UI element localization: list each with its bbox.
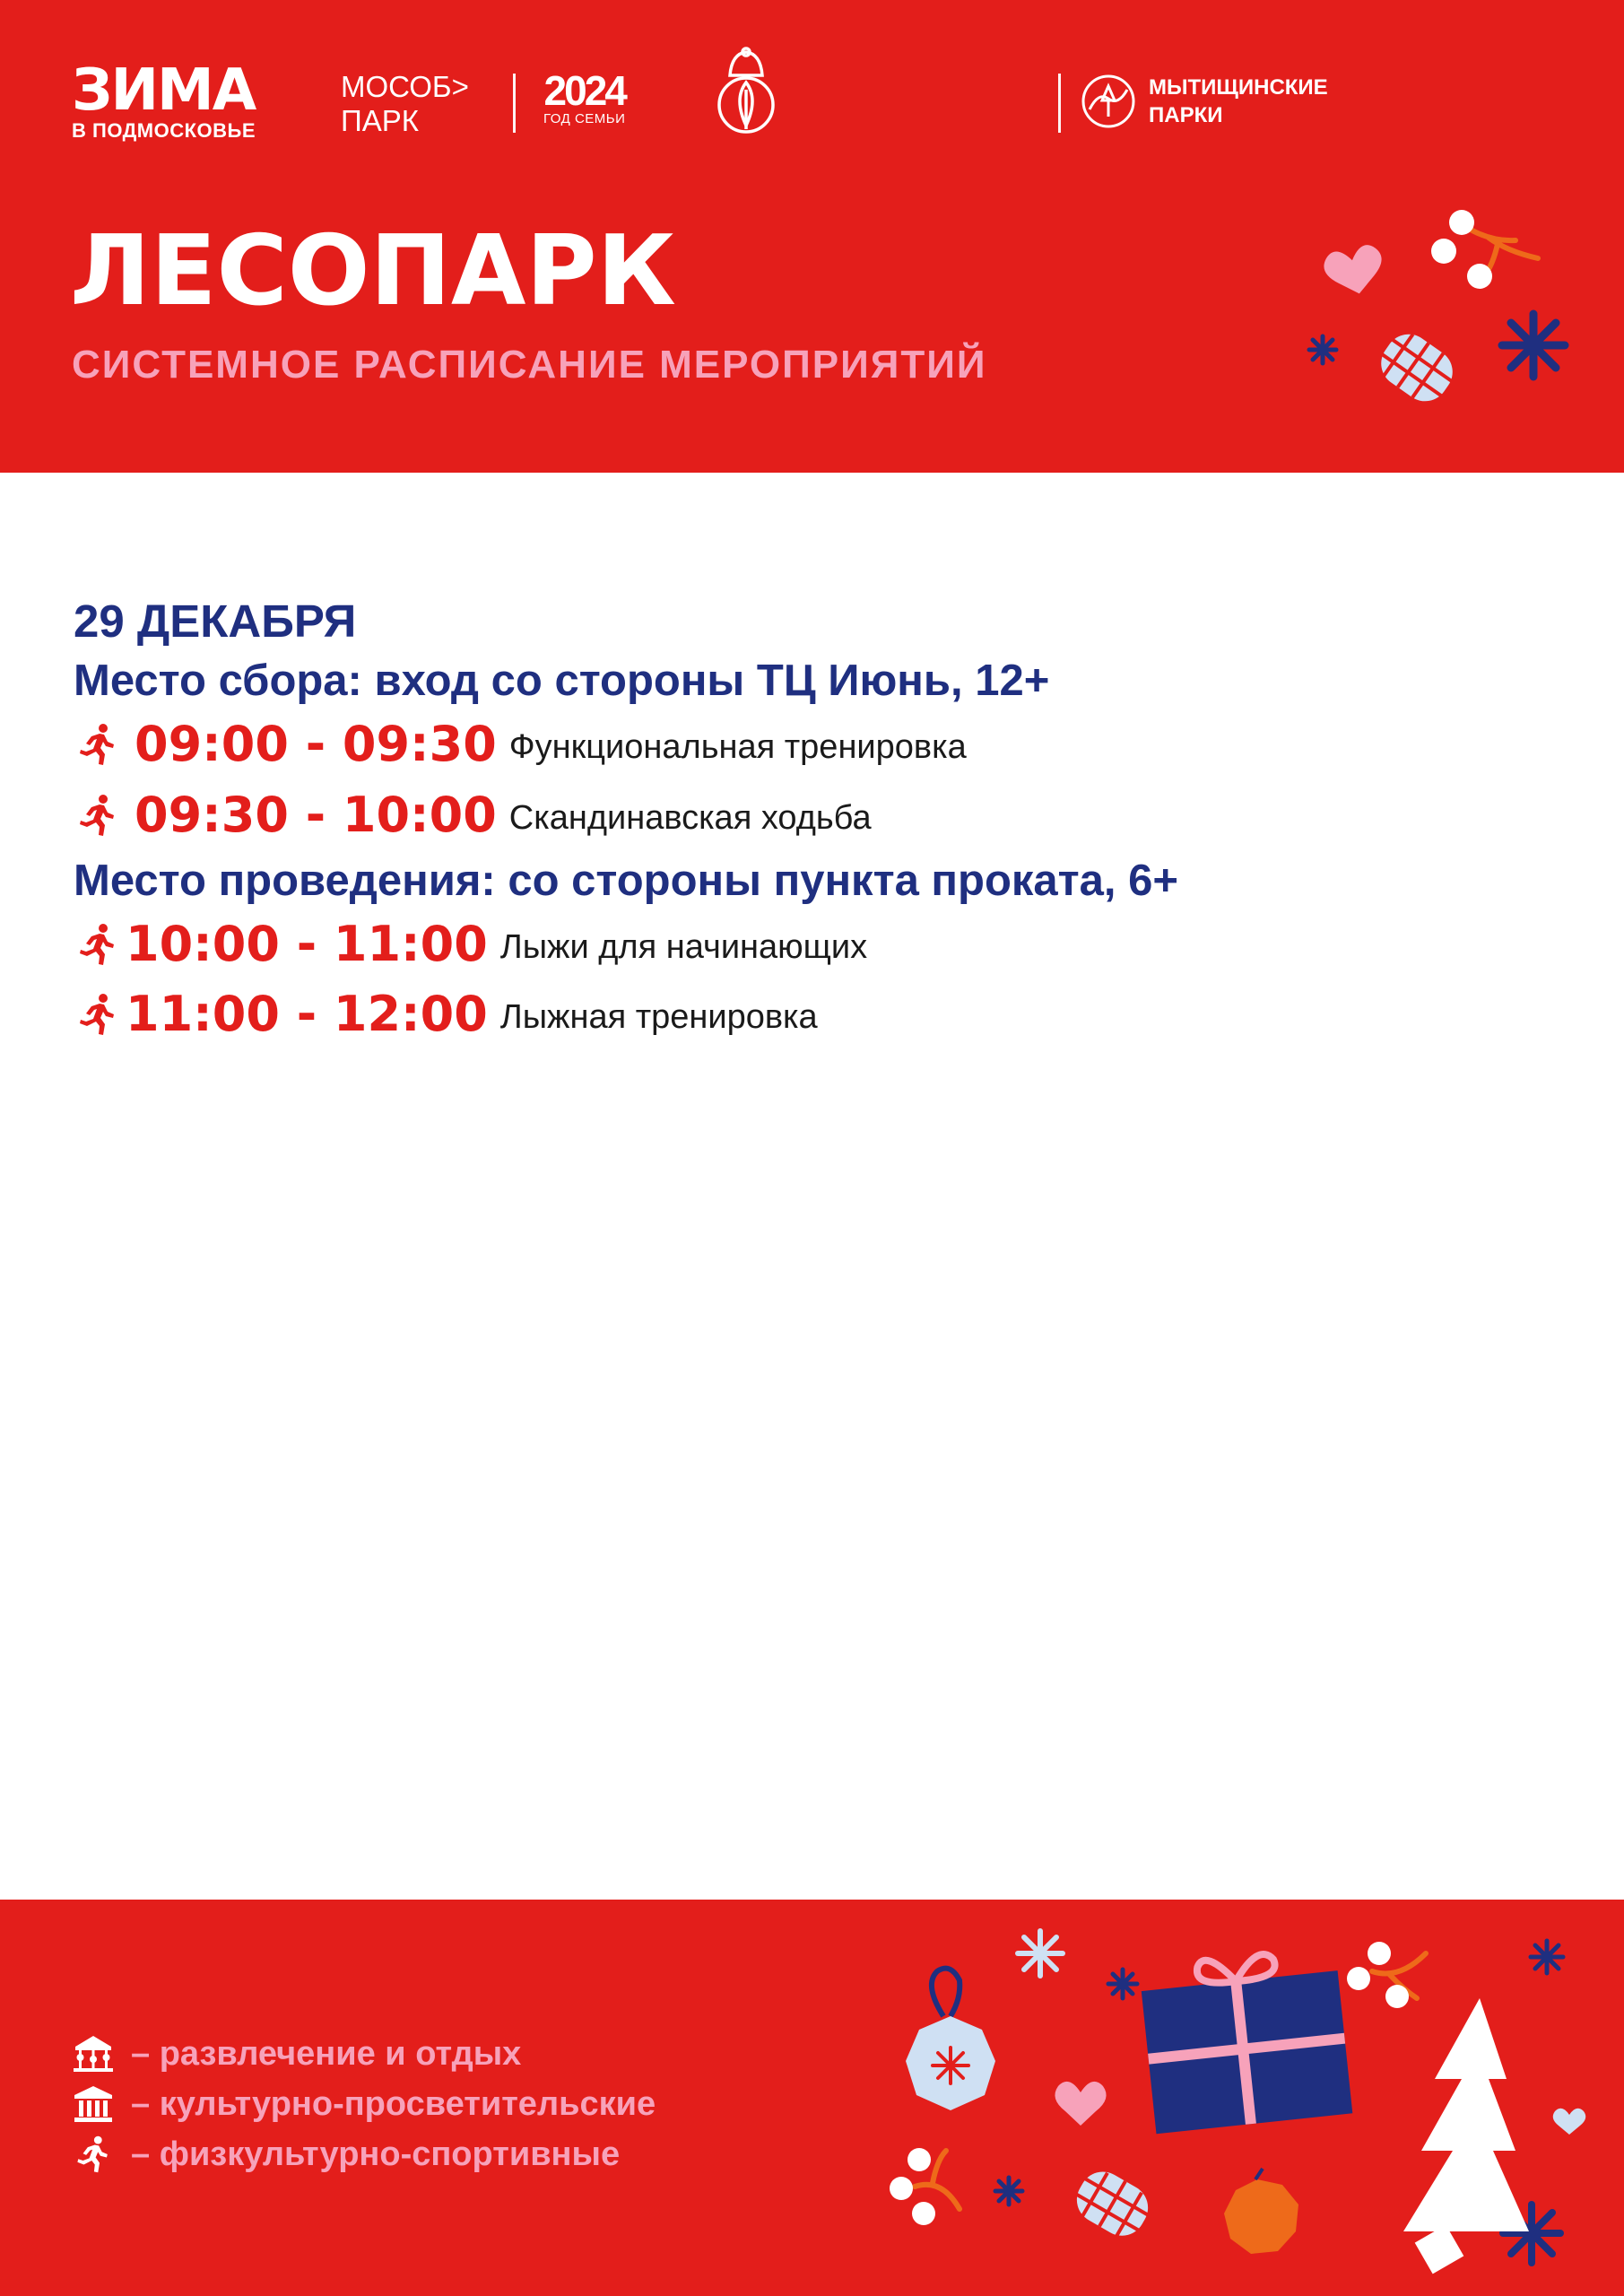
legend-label: – культурно-просветительские: [131, 2085, 656, 2123]
berries-branch-icon: [1347, 1942, 1426, 2008]
berries-branch-icon: [890, 2148, 960, 2225]
page-subtitle: СИСТЕМНОЕ РАСПИСАНИЕ МЕРОПРИЯТИЙ: [72, 343, 987, 387]
event-time: 11:00 - 12:00: [126, 986, 488, 1042]
schedule-row: [75, 713, 967, 776]
event-time: 09:30 - 10:00: [135, 787, 497, 843]
logo-mosob-line2: ПАРК: [341, 104, 419, 137]
logo-year-text: 2024: [543, 67, 625, 114]
logo-year-caption: ГОД СЕМЬИ: [543, 111, 626, 126]
logo-divider-right: [1058, 74, 1061, 133]
schedule-row: [75, 784, 872, 847]
running-person-icon: [75, 922, 120, 967]
parks-emblem-icon: [1081, 74, 1136, 129]
event-place-heading: Место проведения: со стороны пункта проката, 6+: [74, 857, 1179, 905]
running-person-icon: [75, 722, 120, 767]
museum-icon: [72, 2084, 115, 2124]
logo-zima-subtext: В ПОДМОСКОВЬЕ: [72, 119, 256, 142]
logo-zima: [72, 57, 256, 142]
big-snowflake-icon: [1502, 314, 1565, 377]
meeting-place-heading: Место сбора: вход со стороны ТЦ Июнь, 12+: [74, 657, 1050, 705]
berries-branch-icon: [1431, 210, 1538, 289]
running-person-icon: [72, 2135, 115, 2174]
event-title: Скандинавская ходьба: [508, 799, 872, 837]
heart-icon: [1553, 2109, 1586, 2135]
mitten-icon: [1068, 2163, 1156, 2244]
running-person-icon: [75, 992, 120, 1037]
logo-parks-line2: ПАРКИ: [1149, 103, 1223, 127]
running-person-icon: [75, 793, 120, 838]
footer-banner: [0, 1900, 1624, 2296]
mitten-icon: [1372, 325, 1462, 410]
logo-parks-line1: МЫТИЩИНСКИЕ: [1149, 75, 1328, 100]
logo-divider: [513, 74, 516, 133]
legend-label: – развлечение и отдых: [131, 2035, 522, 2073]
logo-zima-text: ЗИМА: [72, 57, 256, 124]
snowflake-icon: [995, 2178, 1022, 2205]
event-date: 29 ДЕКАБРЯ: [74, 596, 357, 647]
schedule-row: [75, 913, 867, 976]
logo-year-of-family: [543, 67, 626, 127]
snowflake-icon: [1531, 1941, 1563, 1973]
snowflake-icon: [1108, 1970, 1137, 1998]
header-decoration: [1291, 197, 1596, 422]
heart-icon: [1055, 2082, 1106, 2126]
event-title: Функциональная тренировка: [508, 728, 967, 766]
legend-label: – физкультурно-спортивные: [131, 2135, 621, 2173]
ornament-ball-icon: [906, 1969, 995, 2110]
christmas-ornament-logo-icon: [714, 47, 778, 136]
event-title: Лыжи для начинающих: [499, 928, 868, 966]
legend-item-sport: [72, 2135, 620, 2174]
logo-mosobpark: [341, 70, 469, 138]
snowflake-icon: [1018, 1931, 1063, 1976]
event-title: Лыжная тренировка: [499, 998, 818, 1036]
schedule-row: [75, 983, 818, 1046]
logo-mytishchi-parks: [1081, 74, 1328, 129]
footer-decoration: [861, 1900, 1624, 2296]
event-time: 10:00 - 11:00: [126, 916, 488, 972]
heart-icon: [1321, 242, 1387, 300]
event-time: 09:00 - 09:30: [135, 716, 497, 772]
page-title: ЛЕСОПАРК: [70, 215, 676, 327]
header-banner: [0, 0, 1624, 473]
carousel-icon: [72, 2034, 115, 2074]
logo-mosob-line1: МОСОБ>: [341, 70, 469, 103]
legend-item-culture: [72, 2084, 656, 2124]
legend-item-entertainment: [72, 2034, 521, 2074]
snowflake-icon: [1309, 336, 1336, 363]
tangerine-icon: [1224, 2179, 1298, 2254]
gift-box-icon: [1139, 1947, 1352, 2135]
